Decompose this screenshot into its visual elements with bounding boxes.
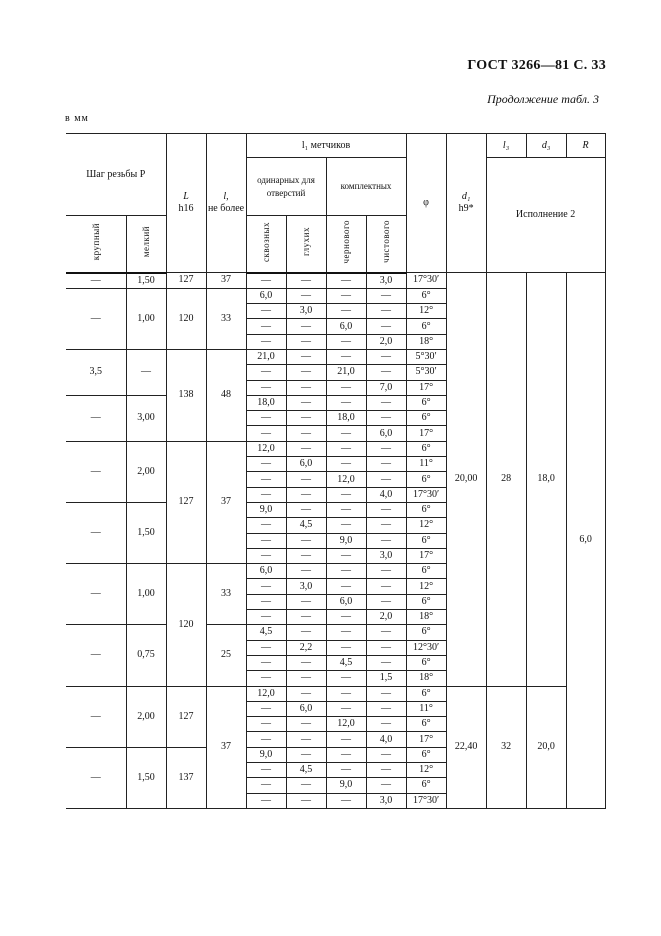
table-cell: 4,5 xyxy=(286,763,326,778)
table-cell: — xyxy=(66,625,126,686)
table-cell: — xyxy=(326,548,366,563)
table-cell: 20,00 xyxy=(446,273,486,687)
table-cell: 1,00 xyxy=(126,288,166,349)
table-cell: — xyxy=(286,717,326,732)
table-cell: — xyxy=(246,655,286,670)
table-cell: 5°30′ xyxy=(406,349,446,364)
table-cell: 4,0 xyxy=(366,732,406,747)
table-cell: 2,0 xyxy=(366,334,406,349)
table-cell: — xyxy=(326,395,366,410)
table-cell: 37 xyxy=(206,441,246,563)
table-cell: — xyxy=(326,640,366,655)
table-row xyxy=(66,273,605,289)
table-cell: — xyxy=(246,579,286,594)
table-cell: — xyxy=(366,625,406,640)
coarse-header: крупный xyxy=(66,216,126,273)
table-cell: — xyxy=(286,533,326,548)
table-cell: — xyxy=(286,686,326,701)
table-cell: — xyxy=(326,304,366,319)
table-cell: 6° xyxy=(406,594,446,609)
table-cell: — xyxy=(366,411,406,426)
table-cell: — xyxy=(366,502,406,517)
table-cell: — xyxy=(326,457,366,472)
table-cell: — xyxy=(326,610,366,625)
table-cell: 6° xyxy=(406,502,446,517)
table-cell: — xyxy=(326,579,366,594)
table-continuation-caption: Продолжение табл. 3 xyxy=(487,92,599,106)
table-cell: — xyxy=(326,273,366,289)
table-cell: 17° xyxy=(406,548,446,563)
d1-header: d₁ h9* xyxy=(446,134,486,273)
table-cell: 127 xyxy=(166,686,206,747)
table-cell: — xyxy=(286,411,326,426)
table-cell: — xyxy=(366,778,406,793)
table-cell: 6,0 xyxy=(286,457,326,472)
blind-header: глухих xyxy=(286,216,326,273)
table-cell: — xyxy=(246,671,286,686)
table-cell: — xyxy=(366,594,406,609)
table-cell: — xyxy=(286,472,326,487)
single-header: одинарных для отверстий xyxy=(246,158,326,216)
table-cell: 2,00 xyxy=(126,686,166,747)
table-cell: 18° xyxy=(406,671,446,686)
table-cell: — xyxy=(66,502,126,563)
table-cell: — xyxy=(246,763,286,778)
table-cell: 21,0 xyxy=(326,365,366,380)
table-cell: 12,0 xyxy=(326,472,366,487)
table-cell: — xyxy=(326,288,366,303)
table-cell: — xyxy=(326,763,366,778)
table-cell: 17° xyxy=(406,732,446,747)
table-cell: 5°30′ xyxy=(406,365,446,380)
table-cell: 12,0 xyxy=(326,717,366,732)
L-header: L h16 xyxy=(166,134,206,273)
table-cell: 6,0 xyxy=(246,564,286,579)
table-cell: — xyxy=(286,778,326,793)
table-cell: 18,0 xyxy=(526,273,566,687)
table-cell: 22,40 xyxy=(446,686,486,808)
table-cell: 4,0 xyxy=(366,487,406,502)
table-cell: 12° xyxy=(406,304,446,319)
table-cell: — xyxy=(246,304,286,319)
table-cell: — xyxy=(246,273,286,289)
table-cell: — xyxy=(66,273,126,289)
table-cell: 48 xyxy=(206,349,246,441)
table-cell: — xyxy=(326,487,366,502)
table-cell: — xyxy=(66,288,126,349)
table-cell: 12° xyxy=(406,579,446,594)
table-cell: 1,5 xyxy=(366,671,406,686)
table-cell: 9,0 xyxy=(246,502,286,517)
phi-header: φ xyxy=(406,134,446,273)
table-cell: — xyxy=(326,518,366,533)
table-cell: — xyxy=(286,594,326,609)
table-cell: 6,0 xyxy=(246,288,286,303)
table-cell: 9,0 xyxy=(326,778,366,793)
table-cell: — xyxy=(286,426,326,441)
table-cell: 3,0 xyxy=(366,548,406,563)
l-header: l, не более xyxy=(206,134,246,273)
through-header: сквозных xyxy=(246,216,286,273)
table-cell: 120 xyxy=(166,288,206,349)
table-cell: — xyxy=(246,365,286,380)
table-cell: 21,0 xyxy=(246,349,286,364)
table-cell: 18° xyxy=(406,334,446,349)
table-cell: 12,0 xyxy=(246,686,286,701)
table-cell: 0,75 xyxy=(126,625,166,686)
table-cell: 6,0 xyxy=(286,701,326,716)
table-cell: — xyxy=(286,655,326,670)
table-cell: 12° xyxy=(406,518,446,533)
table-cell: — xyxy=(286,502,326,517)
table-cell: — xyxy=(286,625,326,640)
table-cell: 1,50 xyxy=(126,747,166,808)
table-cell: 17°30′ xyxy=(406,487,446,502)
table-cell: — xyxy=(366,717,406,732)
table-cell: — xyxy=(366,457,406,472)
table-cell: 4,5 xyxy=(246,625,286,640)
fine-header: мелкий xyxy=(126,216,166,273)
table-cell: 18,0 xyxy=(246,395,286,410)
table-cell: 17°30′ xyxy=(406,273,446,289)
table-cell: — xyxy=(366,533,406,548)
table-cell: — xyxy=(326,747,366,762)
table-cell: 25 xyxy=(206,625,246,686)
table-body xyxy=(66,273,605,809)
execution-header: Исполнение 2 xyxy=(486,158,605,273)
table-cell: 11° xyxy=(406,701,446,716)
table-cell: — xyxy=(366,349,406,364)
table-row xyxy=(66,686,605,701)
table-cell: 33 xyxy=(206,288,246,349)
table-cell: 37 xyxy=(206,273,246,289)
table-cell: — xyxy=(286,793,326,808)
table-cell: — xyxy=(66,564,126,625)
table-cell: — xyxy=(326,701,366,716)
table-cell: — xyxy=(246,472,286,487)
table-cell: 2,0 xyxy=(366,610,406,625)
table-cell: — xyxy=(286,334,326,349)
table-cell: — xyxy=(366,472,406,487)
page-title: ГОСТ 3266—81 С. 33 xyxy=(467,58,606,73)
table-cell: — xyxy=(286,380,326,395)
table-cell: — xyxy=(246,380,286,395)
table-cell: — xyxy=(366,319,406,334)
dimensions-table xyxy=(66,133,606,809)
table-cell: — xyxy=(326,732,366,747)
table-cell: — xyxy=(366,365,406,380)
table-cell: 6,0 xyxy=(366,426,406,441)
table-cell: 137 xyxy=(166,747,206,808)
table-cell: — xyxy=(286,441,326,456)
table-cell: 4,5 xyxy=(286,518,326,533)
table-cell: 6,0 xyxy=(566,273,605,809)
table-cell: — xyxy=(246,778,286,793)
table-cell: 3,00 xyxy=(126,395,166,441)
table-cell: — xyxy=(366,763,406,778)
table-cell: 6° xyxy=(406,625,446,640)
table-cell: 6,0 xyxy=(326,594,366,609)
table-cell: 4,5 xyxy=(326,655,366,670)
table-cell: — xyxy=(326,686,366,701)
table-cell: 1,00 xyxy=(126,564,166,625)
table-cell: — xyxy=(246,518,286,533)
table-cell: — xyxy=(246,548,286,563)
table-cell: — xyxy=(246,594,286,609)
table-cell: 6° xyxy=(406,564,446,579)
table-cell: — xyxy=(286,349,326,364)
table-cell: — xyxy=(366,640,406,655)
table-cell: — xyxy=(246,457,286,472)
table-cell: — xyxy=(286,747,326,762)
pitch-header: Шаг резьбы P xyxy=(66,134,166,216)
table-cell: 33 xyxy=(206,564,246,625)
table-cell: — xyxy=(286,319,326,334)
table-cell: — xyxy=(286,365,326,380)
table-cell: — xyxy=(286,671,326,686)
table-cell: 6° xyxy=(406,395,446,410)
table-cell: 6° xyxy=(406,472,446,487)
table-cell: — xyxy=(286,487,326,502)
table-cell: 6° xyxy=(406,533,446,548)
table-cell: 12° xyxy=(406,763,446,778)
table-cell: — xyxy=(246,334,286,349)
table-cell: — xyxy=(326,334,366,349)
table-cell: — xyxy=(326,793,366,808)
table-cell: — xyxy=(286,548,326,563)
table-cell: 120 xyxy=(166,564,206,686)
table-cell: — xyxy=(246,640,286,655)
table-cell: 1,50 xyxy=(126,502,166,563)
table-cell: 6° xyxy=(406,747,446,762)
table-cell: — xyxy=(366,395,406,410)
table-cell: — xyxy=(286,273,326,289)
table-cell: 3,0 xyxy=(366,273,406,289)
table-cell: 17° xyxy=(406,380,446,395)
table-cell: — xyxy=(246,717,286,732)
table-cell: 32 xyxy=(486,686,526,808)
table-cell: — xyxy=(126,349,166,395)
table-cell: 3,0 xyxy=(366,793,406,808)
table-cell: 6° xyxy=(406,441,446,456)
table-cell: — xyxy=(66,441,126,502)
table-cell: 18,0 xyxy=(326,411,366,426)
table-cell: 18° xyxy=(406,610,446,625)
table-cell: 3,0 xyxy=(286,304,326,319)
table-cell: 28 xyxy=(486,273,526,687)
table-cell: — xyxy=(326,502,366,517)
table-cell: 12,0 xyxy=(246,441,286,456)
table-cell: 6° xyxy=(406,778,446,793)
table-cell: 127 xyxy=(166,273,206,289)
table-cell: — xyxy=(246,533,286,548)
table-cell: 17°30′ xyxy=(406,793,446,808)
table-cell: — xyxy=(326,564,366,579)
table-cell: — xyxy=(66,395,126,441)
table-cell: 1,50 xyxy=(126,273,166,289)
table-cell: — xyxy=(246,426,286,441)
table-cell: — xyxy=(246,319,286,334)
table-cell: 6° xyxy=(406,411,446,426)
R-header: R xyxy=(566,134,605,158)
table-cell: — xyxy=(366,747,406,762)
complete-header: комплектных xyxy=(326,158,406,216)
finish-header: чистового xyxy=(366,216,406,273)
table-cell: — xyxy=(366,579,406,594)
table-cell: 37 xyxy=(206,686,246,808)
table-cell: — xyxy=(326,625,366,640)
table-cell: — xyxy=(366,441,406,456)
table-cell: 17° xyxy=(406,426,446,441)
table-cell: — xyxy=(286,732,326,747)
table-cell: — xyxy=(326,441,366,456)
table-cell: — xyxy=(326,426,366,441)
table-cell: 6,0 xyxy=(326,319,366,334)
table-cell: — xyxy=(366,655,406,670)
table-cell: 6° xyxy=(406,288,446,303)
table-cell: 3,0 xyxy=(286,579,326,594)
rough-header: чернового xyxy=(326,216,366,273)
table-cell: — xyxy=(246,411,286,426)
table-cell: — xyxy=(326,380,366,395)
table-cell: 9,0 xyxy=(246,747,286,762)
table-cell: 11° xyxy=(406,457,446,472)
table-cell: — xyxy=(246,732,286,747)
l1-taps-header: l₁ метчиков xyxy=(246,134,406,158)
table-cell: — xyxy=(366,564,406,579)
table-cell: 6° xyxy=(406,717,446,732)
table-cell: 6° xyxy=(406,655,446,670)
table-cell: — xyxy=(326,671,366,686)
table-cell: — xyxy=(66,686,126,747)
table-cell: — xyxy=(366,518,406,533)
table-cell: — xyxy=(246,793,286,808)
table-cell: 138 xyxy=(166,349,206,441)
table-cell: 12°30′ xyxy=(406,640,446,655)
table-cell: 7,0 xyxy=(366,380,406,395)
table-cell: — xyxy=(366,288,406,303)
table-cell: 6° xyxy=(406,319,446,334)
table-cell: 3,5 xyxy=(66,349,126,395)
table-cell: 20,0 xyxy=(526,686,566,808)
table-cell: — xyxy=(366,304,406,319)
unit-label: в мм xyxy=(65,113,89,124)
l3-header: l₃ xyxy=(486,134,526,158)
table-cell: — xyxy=(366,701,406,716)
table-cell: — xyxy=(326,349,366,364)
table-cell: — xyxy=(246,487,286,502)
table-cell: — xyxy=(66,747,126,808)
d3-header: d₃ xyxy=(526,134,566,158)
table-cell: 6° xyxy=(406,686,446,701)
table-cell: — xyxy=(246,701,286,716)
table-cell: — xyxy=(286,564,326,579)
table-cell: — xyxy=(246,610,286,625)
table-cell: — xyxy=(286,610,326,625)
table-cell: 2,00 xyxy=(126,441,166,502)
table-cell: — xyxy=(286,395,326,410)
table-cell: — xyxy=(366,686,406,701)
table-cell: 127 xyxy=(166,441,206,563)
table-cell: 2,2 xyxy=(286,640,326,655)
table-cell: — xyxy=(286,288,326,303)
table-cell: 9,0 xyxy=(326,533,366,548)
